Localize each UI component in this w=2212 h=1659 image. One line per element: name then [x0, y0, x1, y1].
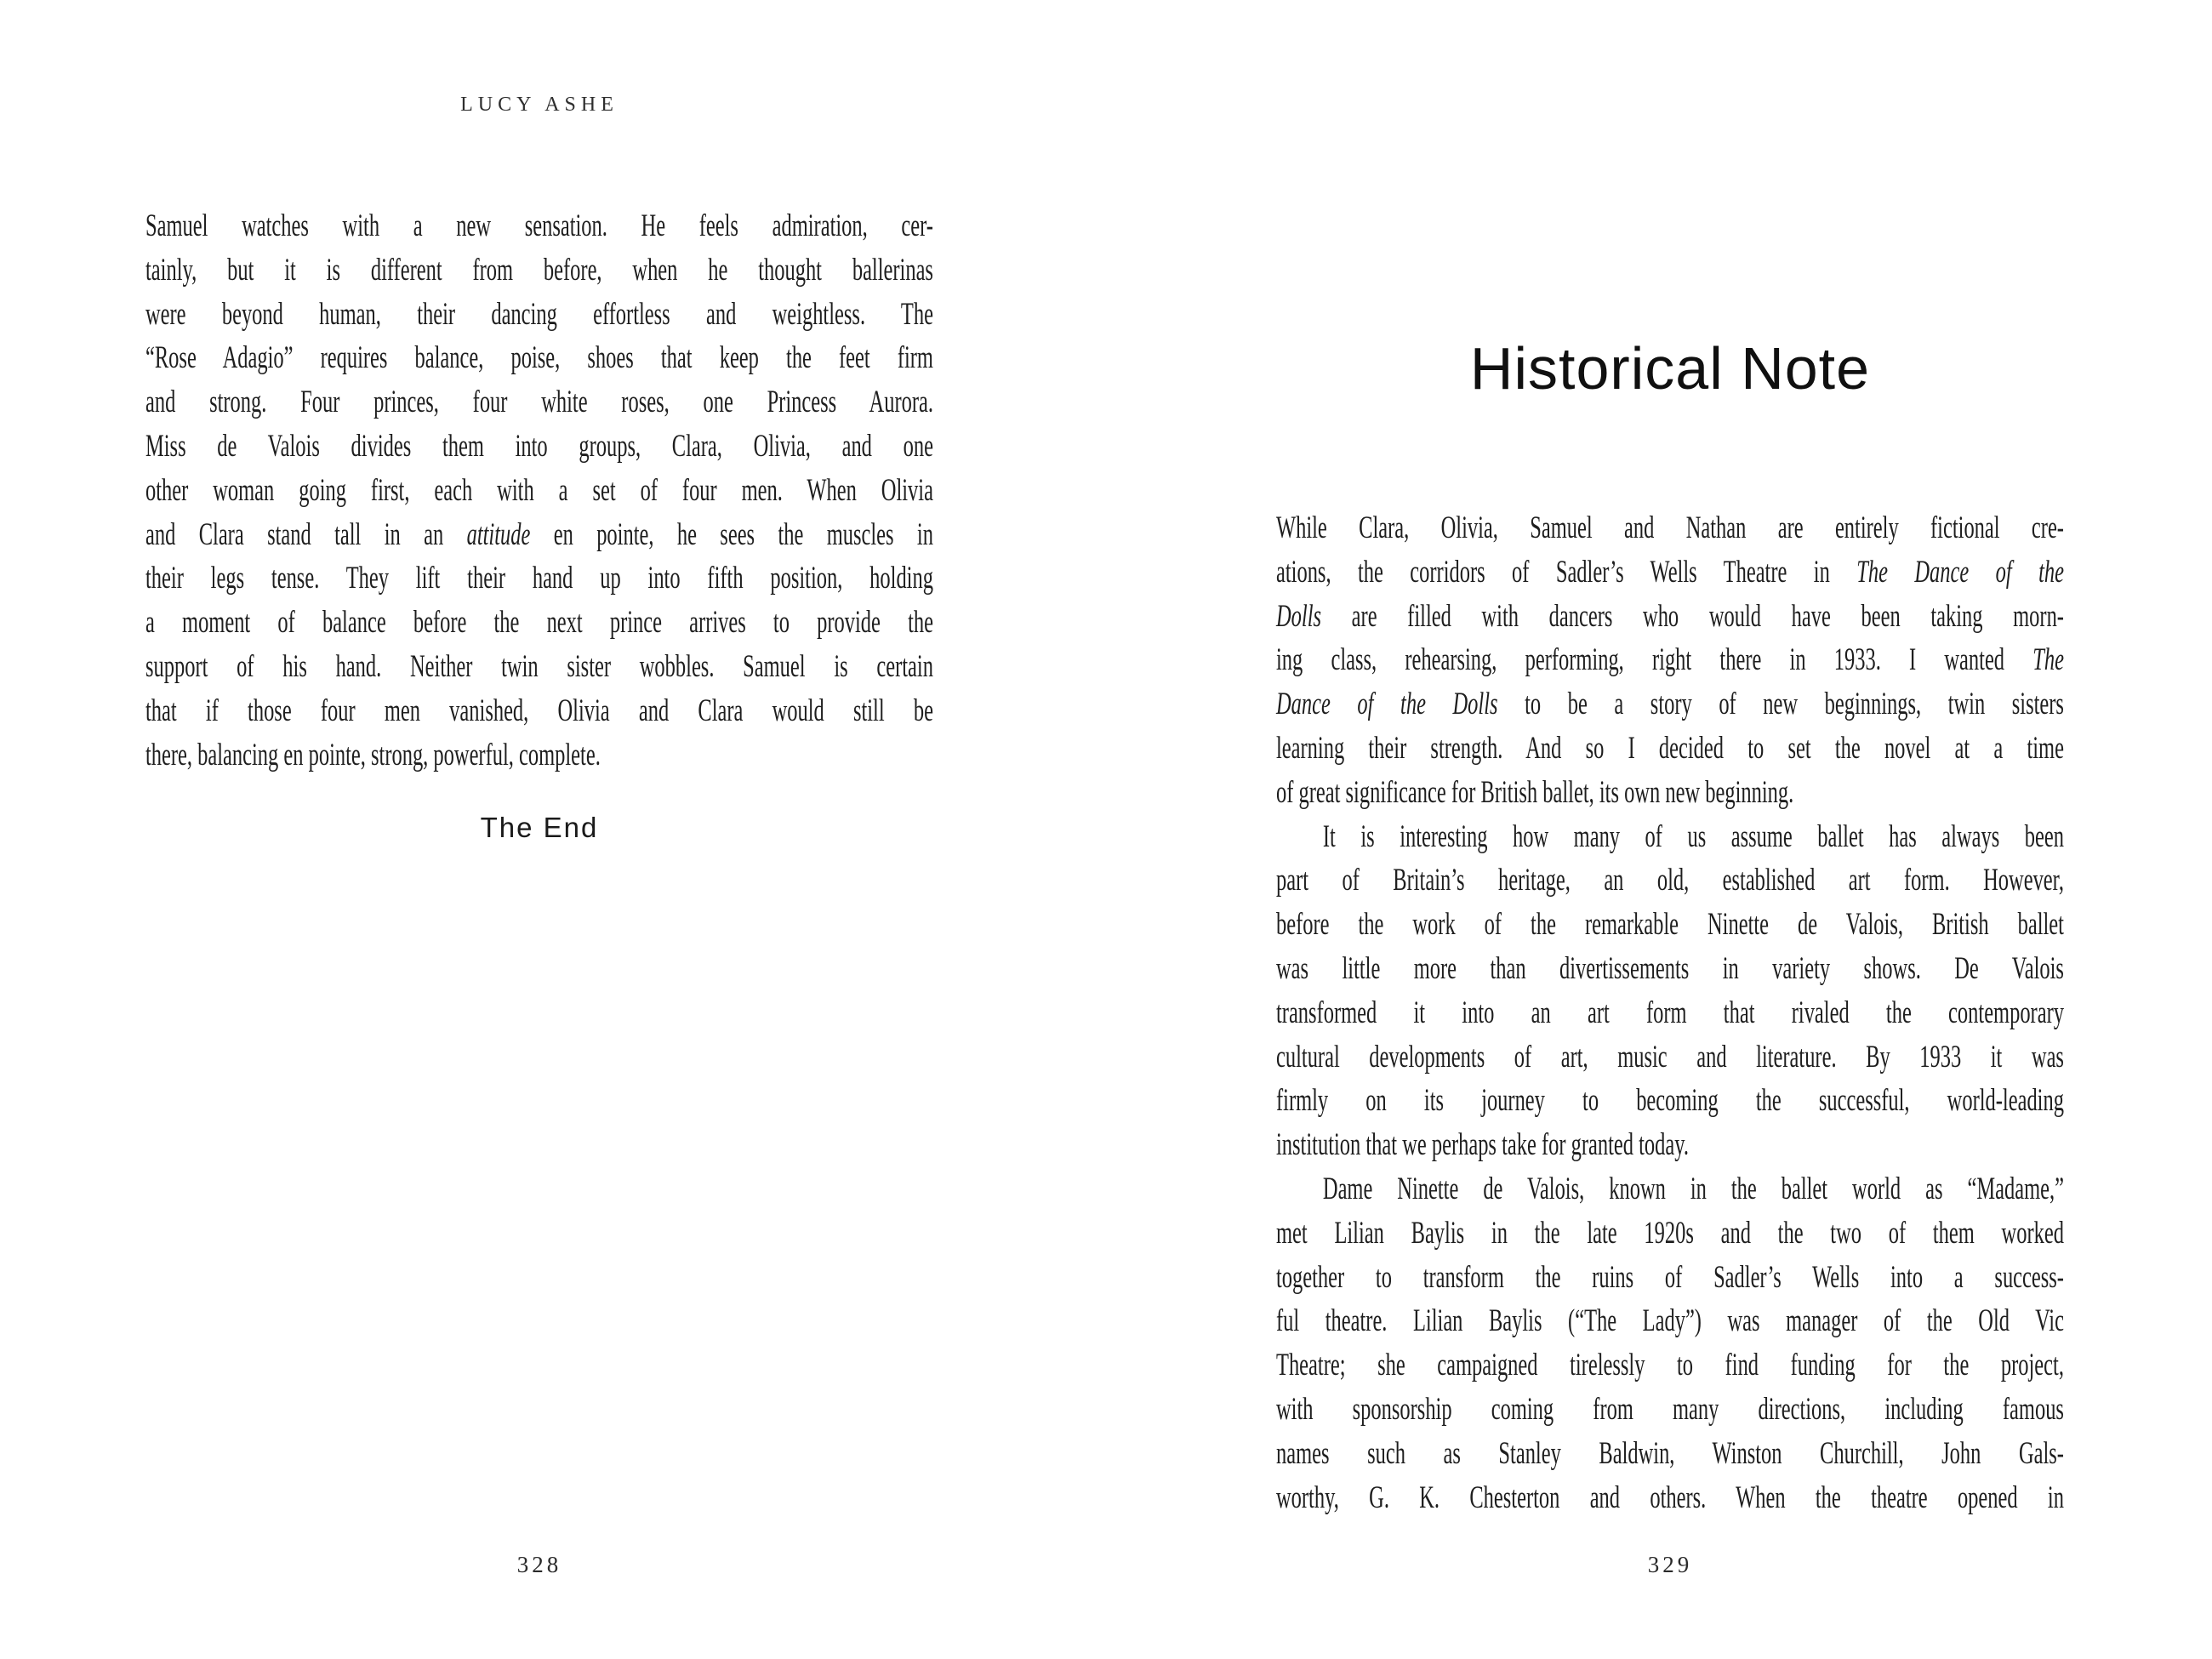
italic-text-segment: The Dance of the: [1856, 554, 2064, 590]
left-page-body: [145, 204, 933, 777]
text-line: [1276, 727, 2064, 771]
text-line: [1276, 1299, 2064, 1343]
text-line: [1276, 1476, 2064, 1520]
text-line: [145, 248, 933, 293]
text-segment: Dame Ninette de Valois, known in the ballet world as “Madame,”: [1322, 1171, 2064, 1206]
text-segment: cultural developments of art, music and literature. By 1933 it was: [1276, 1039, 2064, 1075]
text-segment: of great significance for British ballet, its own new beginning.: [1276, 774, 1794, 810]
text-segment: institution that we perhaps take for granted today.: [1276, 1127, 1689, 1163]
text-line: [1276, 1211, 2064, 1256]
text-line: [1276, 815, 2064, 859]
text-segment: While Clara, Olivia, Samuel and Nathan are entirely fictional cre-: [1276, 510, 2064, 545]
text-segment: ing class, rehearsing, performing, right there in 1933. I wanted: [1276, 642, 2033, 678]
text-segment: there, balancing en pointe, strong, powerful, complete.: [145, 737, 601, 772]
text-line: [1276, 858, 2064, 903]
text-segment: en pointe, he sees the muscles in: [530, 516, 933, 552]
text-line: [1276, 903, 2064, 947]
text-segment: with sponsorship coming from many directions, including famous: [1276, 1391, 2064, 1427]
text-line: [1276, 991, 2064, 1035]
text-line: [1276, 1167, 2064, 1211]
text-line: [1276, 682, 2064, 727]
text-line: [145, 601, 933, 645]
text-line: [145, 469, 933, 513]
text-segment: Theatre; she campaigned tirelessly to find funding for the project,: [1276, 1348, 2064, 1383]
text-line: [145, 380, 933, 425]
text-line: [1276, 550, 2064, 595]
text-segment: met Lilian Baylis in the late 1920s and the two of them worked: [1276, 1215, 2064, 1251]
text-line: [145, 733, 933, 778]
text-segment: together to transform the ruins of Sadler’s Wells into a success-: [1276, 1259, 2064, 1295]
text-segment: that if those four men vanished, Olivia and Clara would still be: [145, 693, 933, 728]
end-mark: The End: [480, 812, 599, 843]
text-line: [1276, 771, 2064, 815]
text-line: [1276, 1256, 2064, 1300]
text-line: [1276, 1343, 2064, 1388]
text-segment: was little more than divertissements in variety shows. De Valois: [1276, 950, 2064, 986]
text-line: [1276, 1388, 2064, 1432]
text-segment: their legs tense. They lift their hand up into fifth position, holding: [145, 561, 933, 596]
text-segment: other woman going first, each with a set of four men. When Olivia: [145, 472, 933, 508]
text-line: [1276, 1432, 2064, 1476]
right-page-number: 329: [1647, 1552, 1693, 1577]
text-line: [1276, 1079, 2064, 1123]
text-segment: firmly on its journey to becoming the successful, world-leading: [1276, 1083, 2064, 1119]
text-line: [145, 556, 933, 601]
text-segment: “Rose Adagio” requires balance, poise, shoes that keep the feet firm: [145, 340, 933, 376]
text-line: [1276, 595, 2064, 639]
text-line: [1276, 638, 2064, 682]
text-segment: It is interesting how many of us assume ballet has always been: [1322, 818, 2064, 854]
text-segment: ations, the corridors of Sadler’s Wells Theatre in: [1276, 554, 1857, 590]
text-line: [145, 645, 933, 689]
text-segment: Miss de Valois divides them into groups, Clara, Olivia, and one: [145, 428, 933, 464]
text-segment: support of his hand. Neither twin sister wobbles. Samuel is certain: [145, 648, 933, 684]
text-line: [145, 293, 933, 337]
italic-text-segment: The: [2032, 642, 2064, 678]
text-segment: ful theatre. Lilian Baylis (“The Lady”) was manager of the Old Vic: [1276, 1303, 2064, 1339]
text-segment: Samuel watches with a new sensation. He feels admiration, cer-: [145, 208, 933, 243]
text-segment: learning their strength. And so I decided to set the novel at a time: [1276, 730, 2064, 766]
text-segment: transformed it into an art form that rivaled the contemporary: [1276, 995, 2064, 1030]
text-segment: names such as Stanley Baldwin, Winston Churchill, John Gals-: [1276, 1435, 2064, 1471]
text-line: [145, 336, 933, 380]
italic-text-segment: Dance of the Dolls: [1276, 687, 1498, 722]
text-segment: and strong. Four princes, four white roses, one Princess Aurora.: [145, 385, 933, 420]
text-segment: tainly, but it is different from before, when he thought ballerinas: [145, 252, 933, 288]
italic-text-segment: attitude: [466, 516, 531, 552]
text-segment: to be a story of new beginnings, twin sisters: [1497, 687, 2064, 722]
text-line: [145, 689, 933, 733]
text-line: [1276, 1035, 2064, 1080]
italic-text-segment: Dolls: [1276, 598, 1322, 634]
text-line: [145, 425, 933, 469]
text-segment: were beyond human, their dancing effortless and weightless. The: [145, 296, 933, 332]
text-segment: part of Britain’s heritage, an old, established art form. However,: [1276, 863, 2064, 898]
left-page-number: 328: [516, 1552, 562, 1577]
text-line: [1276, 1123, 2064, 1167]
chapter-title: Historical Note: [1469, 335, 1871, 402]
text-segment: before the work of the remarkable Ninette de Valois, British ballet: [1276, 907, 2064, 943]
text-line: [1276, 947, 2064, 991]
text-segment: a moment of balance before the next prince arrives to provide the: [145, 605, 933, 641]
text-line: [145, 513, 933, 557]
text-segment: are filled with dancers who would have been taking morn-: [1321, 598, 2064, 634]
running-header: LUCY ASHE: [460, 94, 619, 116]
text-segment: and Clara stand tall in an: [145, 516, 467, 552]
text-line: [1276, 506, 2064, 550]
right-page-body: [1276, 506, 2064, 1519]
text-segment: worthy, G. K. Chesterton and others. When the theatre opened in: [1276, 1479, 2064, 1515]
text-line: [145, 204, 933, 248]
